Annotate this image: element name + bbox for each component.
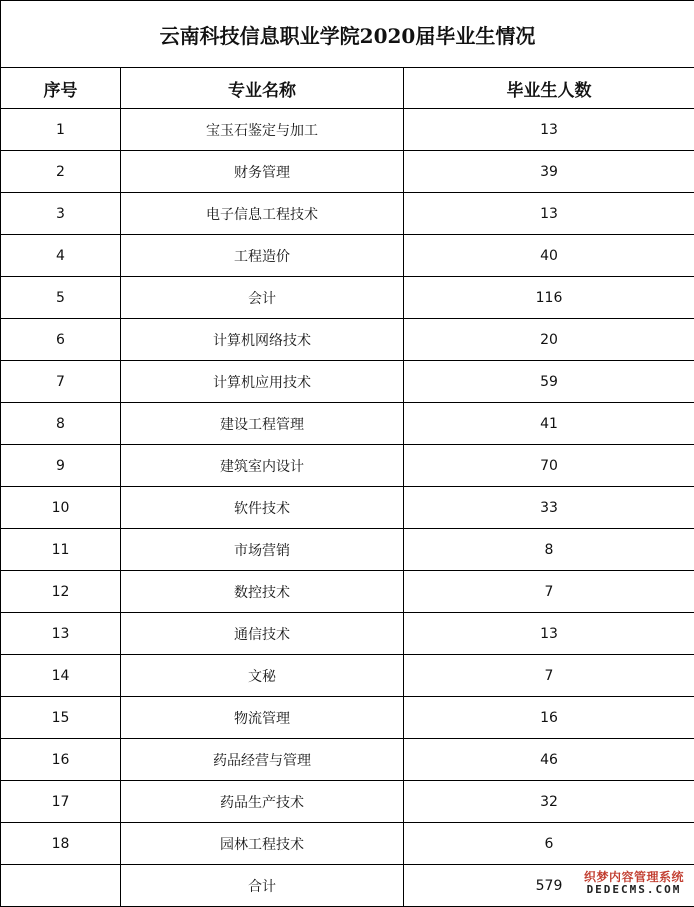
table-row bbox=[1, 319, 694, 361]
table-body bbox=[1, 109, 694, 907]
cell-major: 会计 bbox=[121, 277, 404, 319]
cell-no: 15 bbox=[1, 697, 121, 739]
cell-no: 1 bbox=[1, 109, 121, 151]
cell-no: 4 bbox=[1, 235, 121, 277]
cell-no: 9 bbox=[1, 445, 121, 487]
table-row bbox=[1, 739, 694, 781]
cell-no: 6 bbox=[1, 319, 121, 361]
cell-count: 46 bbox=[404, 739, 694, 781]
cell-no: 14 bbox=[1, 655, 121, 697]
table-row bbox=[1, 571, 694, 613]
table-row bbox=[1, 235, 694, 277]
header-no: 序号 bbox=[1, 68, 121, 109]
header-count: 毕业生人数 bbox=[404, 68, 694, 109]
cell-major: 财务管理 bbox=[121, 151, 404, 193]
table-row bbox=[1, 403, 694, 445]
cell-count: 16 bbox=[404, 697, 694, 739]
cell-major: 市场营销 bbox=[121, 529, 404, 571]
table-row bbox=[1, 529, 694, 571]
cell-count: 70 bbox=[404, 445, 694, 487]
table-row bbox=[1, 109, 694, 151]
watermark-line-2: DEDECMS.COM bbox=[584, 884, 684, 896]
cell-no: 12 bbox=[1, 571, 121, 613]
table-row bbox=[1, 823, 694, 865]
cell-count: 40 bbox=[404, 235, 694, 277]
cell-no: 11 bbox=[1, 529, 121, 571]
table-row bbox=[1, 361, 694, 403]
cell-count: 13 bbox=[404, 613, 694, 655]
cell-no: 7 bbox=[1, 361, 121, 403]
table-row bbox=[1, 193, 694, 235]
cell-major: 园林工程技术 bbox=[121, 823, 404, 865]
cell-major: 工程造价 bbox=[121, 235, 404, 277]
cell-count: 20 bbox=[404, 319, 694, 361]
cell-count: 116 bbox=[404, 277, 694, 319]
cell-major: 建设工程管理 bbox=[121, 403, 404, 445]
cell-major: 电子信息工程技术 bbox=[121, 193, 404, 235]
cell-count: 59 bbox=[404, 361, 694, 403]
cell-major: 合计 bbox=[121, 865, 404, 907]
header-row bbox=[1, 68, 694, 109]
cell-major: 通信技术 bbox=[121, 613, 404, 655]
table-row bbox=[1, 151, 694, 193]
cell-major: 计算机应用技术 bbox=[121, 361, 404, 403]
header-major: 专业名称 bbox=[121, 68, 404, 109]
cell-count: 7 bbox=[404, 655, 694, 697]
cell-count: 33 bbox=[404, 487, 694, 529]
cell-count: 32 bbox=[404, 781, 694, 823]
table-row bbox=[1, 781, 694, 823]
cell-major: 文秘 bbox=[121, 655, 404, 697]
cell-major: 药品生产技术 bbox=[121, 781, 404, 823]
cell-count: 41 bbox=[404, 403, 694, 445]
cell-count: 8 bbox=[404, 529, 694, 571]
cell-no bbox=[1, 865, 121, 907]
cell-no: 18 bbox=[1, 823, 121, 865]
table-row bbox=[1, 445, 694, 487]
table-row bbox=[1, 655, 694, 697]
watermark-logo bbox=[584, 871, 684, 896]
cell-no: 8 bbox=[1, 403, 121, 445]
cell-major: 建筑室内设计 bbox=[121, 445, 404, 487]
cell-major: 数控技术 bbox=[121, 571, 404, 613]
cell-no: 16 bbox=[1, 739, 121, 781]
table-row bbox=[1, 697, 694, 739]
cell-no: 17 bbox=[1, 781, 121, 823]
watermark-line-1: 织梦内容管理系统 bbox=[584, 871, 684, 884]
cell-no: 10 bbox=[1, 487, 121, 529]
cell-no: 13 bbox=[1, 613, 121, 655]
cell-count: 13 bbox=[404, 109, 694, 151]
cell-major: 软件技术 bbox=[121, 487, 404, 529]
table-row bbox=[1, 487, 694, 529]
cell-no: 2 bbox=[1, 151, 121, 193]
cell-count: 579 bbox=[404, 865, 694, 907]
cell-major: 药品经营与管理 bbox=[121, 739, 404, 781]
cell-major: 物流管理 bbox=[121, 697, 404, 739]
cell-count: 7 bbox=[404, 571, 694, 613]
cell-no: 3 bbox=[1, 193, 121, 235]
cell-count: 6 bbox=[404, 823, 694, 865]
cell-major: 宝玉石鉴定与加工 bbox=[121, 109, 404, 151]
table-row bbox=[1, 277, 694, 319]
table-row bbox=[1, 613, 694, 655]
cell-no: 5 bbox=[1, 277, 121, 319]
cell-count: 39 bbox=[404, 151, 694, 193]
cell-count: 13 bbox=[404, 193, 694, 235]
cell-major: 计算机网络技术 bbox=[121, 319, 404, 361]
table-title: 云南科技信息职业学院2020届毕业生情况 bbox=[1, 1, 694, 68]
